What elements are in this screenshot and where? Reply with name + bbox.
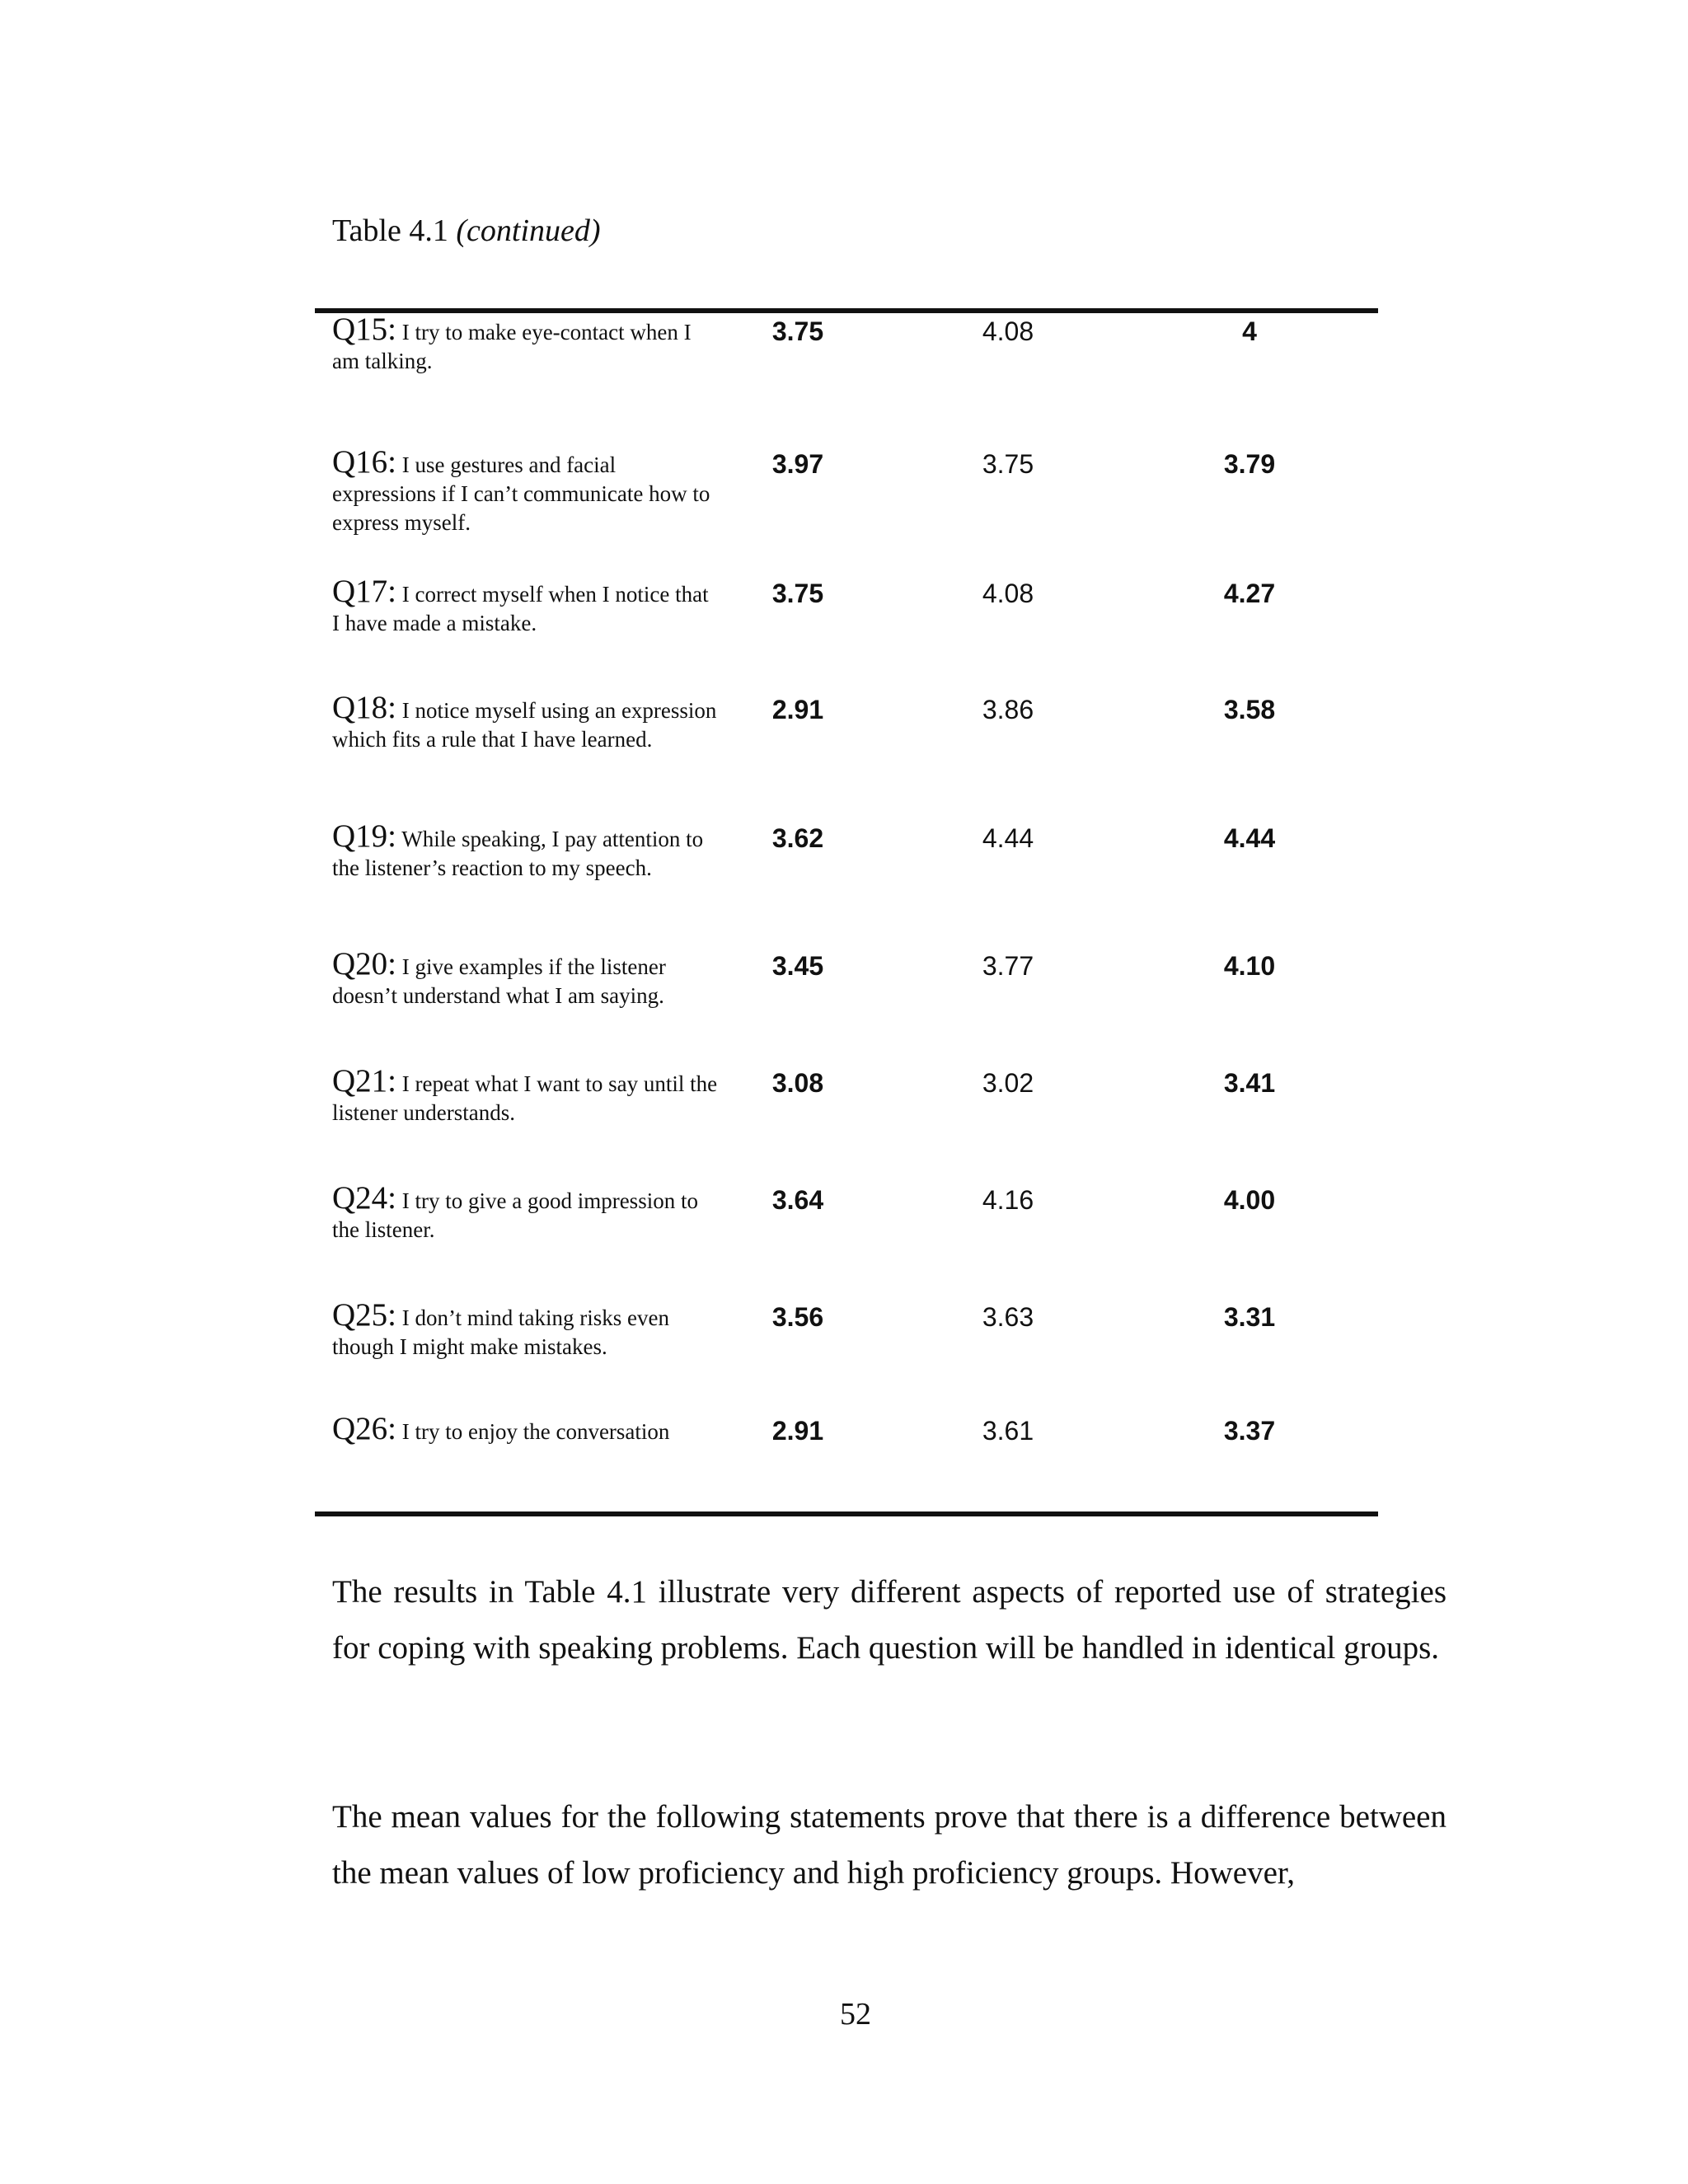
question-cell bbox=[332, 1063, 720, 1127]
high-value-cell: 3.58 bbox=[1223, 695, 1276, 724]
question-text: I notice myself using an expression which fits a rule that I have learned. bbox=[332, 698, 717, 752]
question-text: I correct myself when I notice that I have made a mistake. bbox=[332, 582, 709, 635]
mid-value-cell: 3.02 bbox=[982, 1068, 1034, 1098]
mid-value-cell: 3.75 bbox=[982, 449, 1034, 479]
high-value-cell: 3.37 bbox=[1223, 1416, 1276, 1446]
table-top-rule bbox=[315, 308, 1378, 313]
question-id: Q26: bbox=[332, 1411, 396, 1446]
question-text: I give examples if the listener doesn’t understand what I am saying. bbox=[332, 954, 666, 1008]
question-cell bbox=[332, 1180, 720, 1244]
high-value-cell: 4.00 bbox=[1223, 1185, 1276, 1215]
low-value-cell: 3.56 bbox=[771, 1302, 824, 1332]
low-value-cell: 3.62 bbox=[771, 823, 824, 853]
mid-value-cell: 3.61 bbox=[982, 1416, 1034, 1446]
question-id: Q25: bbox=[332, 1297, 396, 1333]
question-text: I use gestures and facial expressions if I can’t communicate how to express myself. bbox=[332, 452, 710, 535]
question-id: Q21: bbox=[332, 1063, 396, 1099]
question-cell bbox=[332, 690, 720, 754]
question-cell bbox=[332, 312, 720, 376]
question-text: I try to enjoy the conversation bbox=[401, 1419, 670, 1444]
high-value-cell: 4.27 bbox=[1223, 579, 1276, 608]
question-cell bbox=[332, 1297, 720, 1361]
question-cell bbox=[332, 1411, 761, 1446]
table-bottom-rule bbox=[315, 1511, 1378, 1516]
question-id: Q18: bbox=[332, 690, 396, 725]
high-value-cell: 4.44 bbox=[1223, 823, 1276, 853]
question-cell bbox=[332, 946, 720, 1010]
question-text: I try to make eye-contact when I am talking. bbox=[332, 320, 692, 373]
question-id: Q19: bbox=[332, 818, 396, 854]
mid-value-cell: 3.77 bbox=[982, 951, 1034, 981]
question-cell bbox=[332, 574, 720, 638]
high-value-cell: 3.41 bbox=[1223, 1068, 1276, 1098]
question-text: I try to give a good impression to the listener. bbox=[332, 1188, 698, 1242]
high-value-cell: 3.79 bbox=[1223, 449, 1276, 479]
mid-value-cell: 3.86 bbox=[982, 695, 1034, 724]
body-paragraph: The mean values for the following statements prove that there is a difference between the mean values of low proficiency and high proficiency groups. However, bbox=[332, 1799, 1447, 1891]
question-text: While speaking, I pay attention to the listener’s reaction to my speech. bbox=[332, 827, 704, 880]
body-paragraph: The results in Table 4.1 illustrate very different aspects of reported use of strategies for coping with speaking problems. Each question will be handled in identical groups. bbox=[332, 1574, 1447, 1666]
question-text: I repeat what I want to say until the listener understands. bbox=[332, 1071, 718, 1125]
mid-value-cell: 3.63 bbox=[982, 1302, 1034, 1332]
low-value-cell: 2.91 bbox=[771, 1416, 824, 1446]
question-id: Q17: bbox=[332, 574, 396, 609]
table-caption bbox=[332, 213, 601, 249]
page-number: 52 bbox=[840, 1997, 871, 2032]
high-value-cell: 3.31 bbox=[1223, 1302, 1276, 1332]
table-caption-label: Table 4.1 bbox=[332, 213, 448, 248]
question-text: I don’t mind taking risks even though I might make mistakes. bbox=[332, 1305, 669, 1359]
low-value-cell: 3.75 bbox=[771, 316, 824, 346]
question-cell bbox=[332, 444, 720, 537]
mid-value-cell: 4.16 bbox=[982, 1185, 1034, 1215]
high-value-cell: 4.10 bbox=[1223, 951, 1276, 981]
high-value-cell: 4 bbox=[1242, 316, 1257, 346]
mid-value-cell: 4.08 bbox=[982, 579, 1034, 608]
mid-value-cell: 4.08 bbox=[982, 316, 1034, 346]
question-id: Q20: bbox=[332, 946, 396, 982]
question-cell bbox=[332, 818, 720, 883]
question-id: Q15: bbox=[332, 312, 396, 347]
low-value-cell: 2.91 bbox=[771, 695, 824, 724]
low-value-cell: 3.97 bbox=[771, 449, 824, 479]
low-value-cell: 3.08 bbox=[771, 1068, 824, 1098]
question-id: Q16: bbox=[332, 444, 396, 480]
low-value-cell: 3.75 bbox=[771, 579, 824, 608]
table-caption-note: (continued) bbox=[456, 213, 601, 248]
low-value-cell: 3.45 bbox=[771, 951, 824, 981]
mid-value-cell: 4.44 bbox=[982, 823, 1034, 853]
question-id: Q24: bbox=[332, 1180, 396, 1216]
low-value-cell: 3.64 bbox=[771, 1185, 824, 1215]
